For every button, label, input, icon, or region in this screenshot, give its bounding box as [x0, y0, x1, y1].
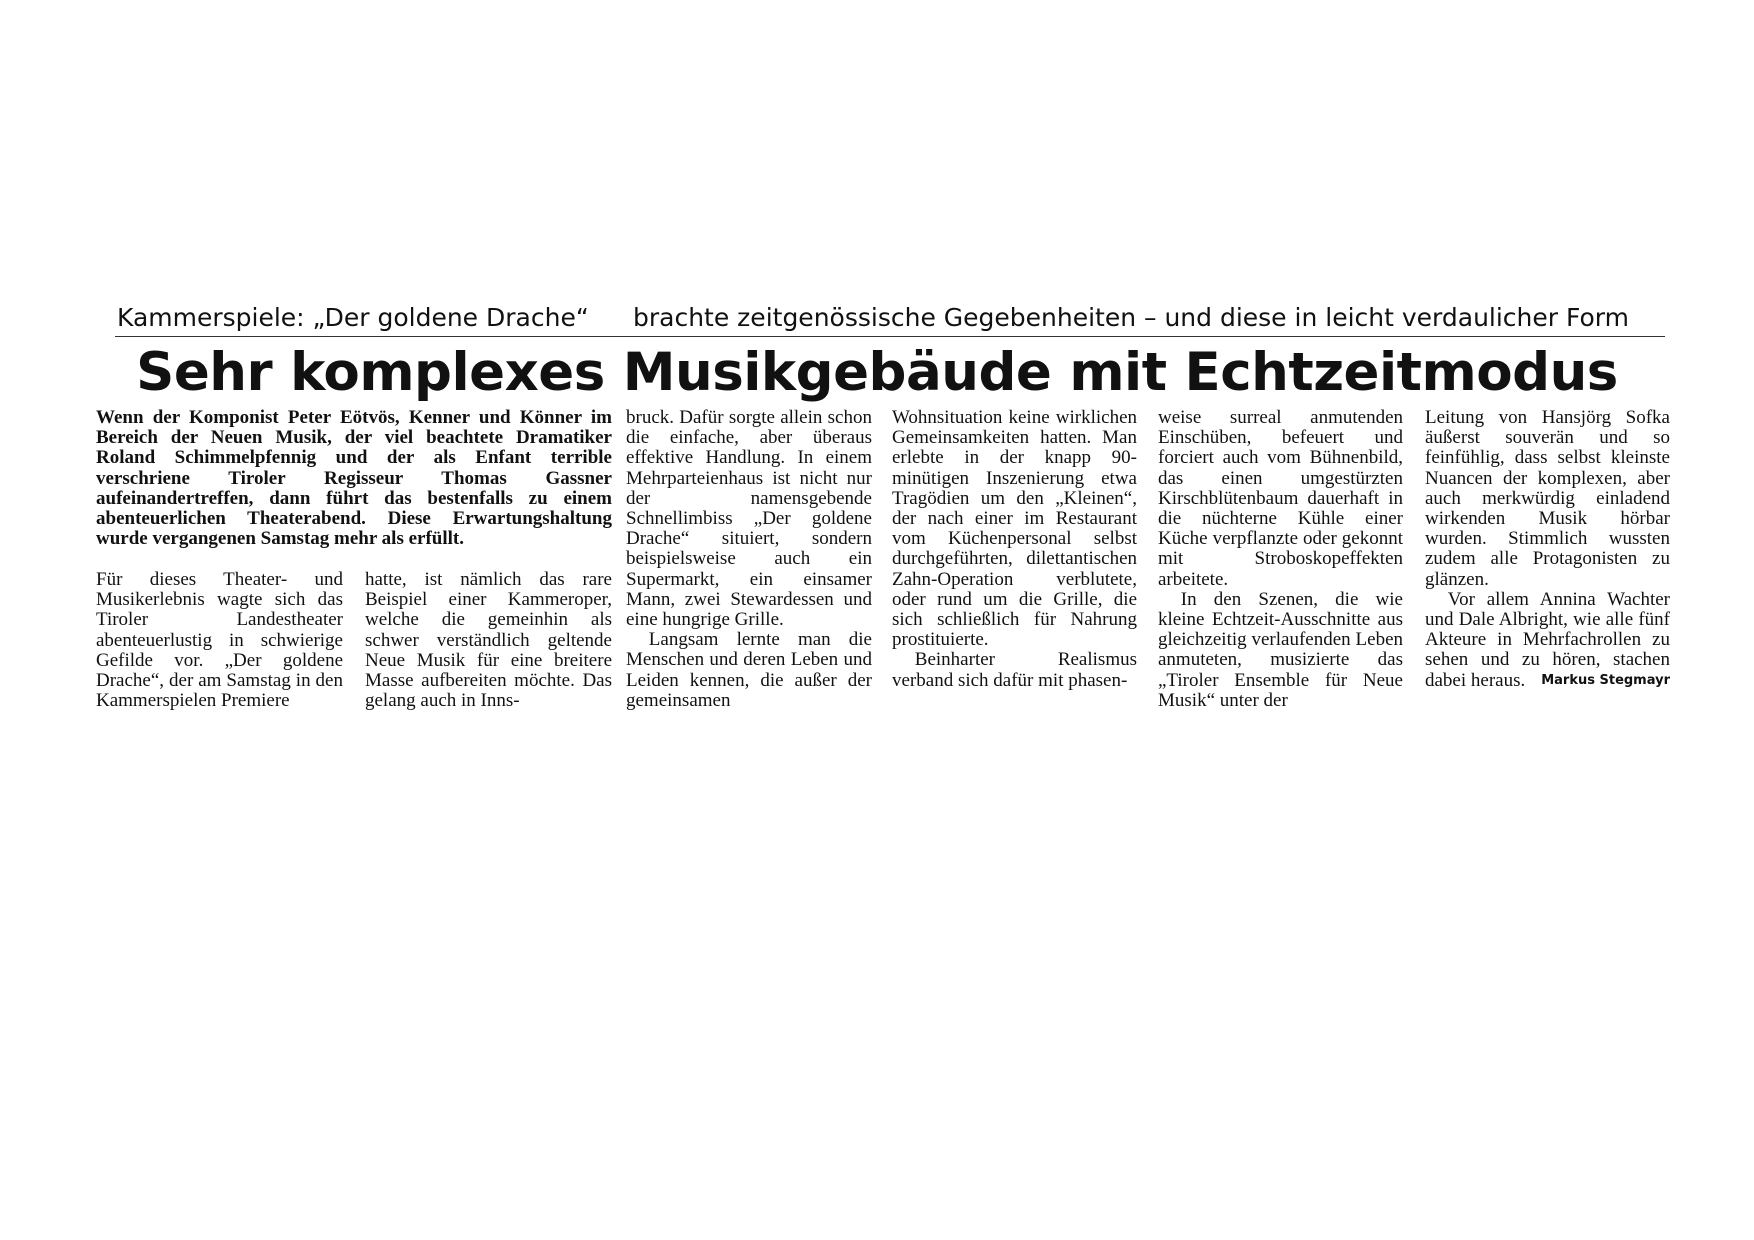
article-column-2: [365, 570, 612, 711]
column-paragraph: hatte, ist nämlich das rare Beispiel einer Kammeroper, welche die gemeinhin als schwer verständlich geltende Neue Musik für eine breitere Masse aufbereiten möchte. Das gelang auch in Inns-: [365, 569, 612, 712]
kicker-title: Kammerspiele: „Der goldene Drache“: [117, 303, 589, 332]
column-paragraph: Wohnsituation keine wirklichen Gemeinsamkeiten hatten. Man erlebte in der knapp 90-minütigen Inszenierung etwa Tragödien um den „Kleinen“, der nach einer im Restaurant vom Küchenpersonal selbst durchgeführten, dilettantischen Zahn-Operation verblutete, oder rund um die Grille, die sich schließlich für Nahrung prostituierte.: [892, 407, 1137, 651]
lead-paragraph: Wenn der Komponist Peter Eötvös, Kenner und Könner im Bereich der Neuen Musik, der viel beachtete Dramatiker Roland Schimmelpfennig und der als Enfant terrible verschriene Tiroler Regisseur Thomas Gassner aufeinandertreffen, dann führt das bestenfalls zu einem abenteuerlichen Theaterabend. Diese Erwartungshaltung wurde vergangenen Samstag mehr als erfüllt.: [96, 407, 612, 550]
article-column-1: [96, 570, 343, 711]
column-paragraph: weise surreal anmutenden Einschüben, befeuert und forciert auch vom Bühnenbild, das einen umgestürzten Kirschblütenbaum dauerhaft in die nüchterne Kühle einer Küche verpflanzte oder gekonnt mit Stroboskopeffekten arbeitete.: [1158, 407, 1403, 590]
kicker-rule: [115, 336, 1665, 337]
article-column-6: [1425, 408, 1670, 691]
column-paragraph: bruck. Dafür sorgte allein schon die einfache, aber überaus effektive Handlung. In einem Mehrparteienhaus ist nicht nur der namensgebende Schnellimbiss „Der goldene Drache“ situiert, sondern beispielsweise auch ein Supermarkt, ein einsamer Mann, zwei Stewardessen und eine hungrige Grille.: [626, 407, 872, 631]
column-paragraph: Beinharter Realismus verband sich dafür mit phasen-: [892, 649, 1137, 691]
article-column-5: [1158, 408, 1403, 711]
column-paragraph: Für dieses Theater- und Musikerlebnis wagte sich das Tiroler Landestheater abenteuerlustig in schwierige Gefilde vor. „Der goldene Drache“, der am Samstag in den Kammerspielen Premiere: [96, 569, 343, 712]
column-paragraph: In den Szenen, die wie kleine Echtzeit-Ausschnitte aus gleichzeitig verlaufenden Leben anmuteten, musizierte das „Tiroler Ensemble für Neue Musik“ unter der: [1158, 588, 1403, 711]
kicker-subtitle: brachte zeitgenössische Gegebenheiten – und diese in leicht verdaulicher Form: [633, 303, 1629, 332]
article-column-4: [892, 408, 1137, 691]
author-byline: Markus Stegmayr: [1541, 672, 1670, 688]
column-paragraph: Vor allem Annina Wachter und Dale Albright, wie alle fünf Akteure in Mehrfachrollen zu sehen und zu hören, stachen dabei heraus.: [1425, 588, 1670, 691]
column-paragraph: Langsam lernte man die Menschen und deren Leben und Leiden kennen, die außer der gemeinsamen: [626, 629, 872, 711]
column-paragraph: Leitung von Hansjörg Sofka äußerst souverän und so feinfühlig, dass selbst kleinste Nuancen der komplexen, aber auch merkwürdig einladend wirkenden Musik hörbar wurden. Stimmlich wussten zudem alle Protagonisten zu glänzen.: [1425, 407, 1670, 590]
article-column-3: [626, 408, 872, 711]
headline: Sehr komplexes Musikgebäude mit Echtzeitmodus: [136, 342, 1618, 403]
